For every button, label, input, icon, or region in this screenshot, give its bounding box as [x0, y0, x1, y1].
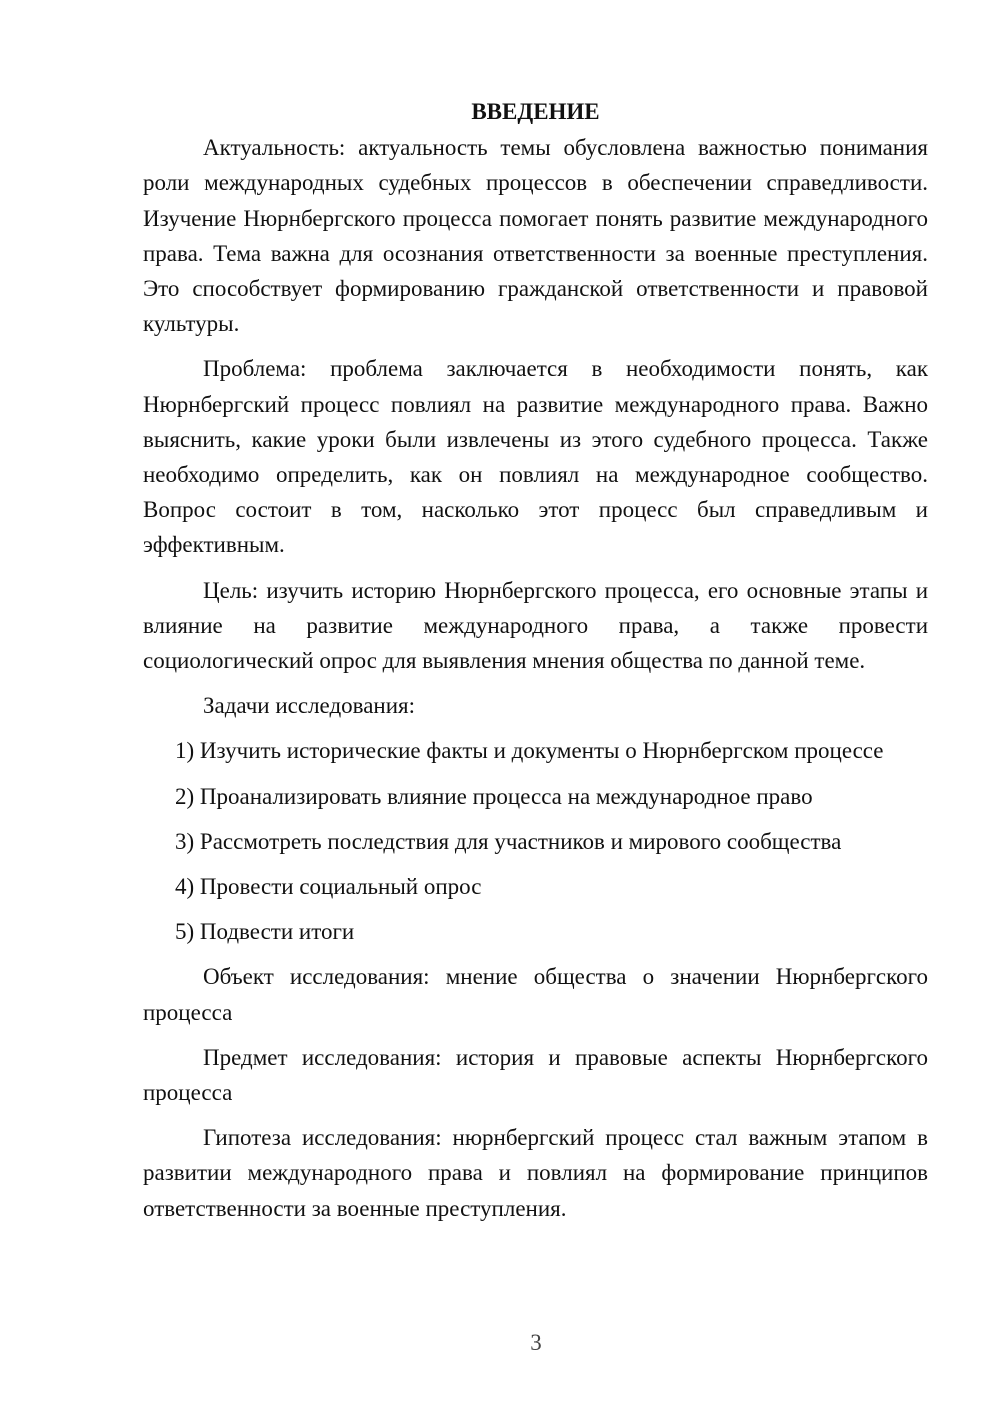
task-item: 1) Изучить исторические факты и документы о Нюрнбергском процессе — [175, 738, 884, 764]
page-content — [143, 94, 928, 1236]
object-paragraph: Объект исследования: мнение общества о значении Нюрнбергского процесса — [143, 964, 928, 1025]
problem-paragraph: Проблема: проблема заключается в необходимости понять, как Нюрнбергский процесс повлиял на развитие международного права. Важно выяснить, какие уроки были извлечены из этого судебного процесса. Также необходимо определить, как он повлиял на международное сообщество. Вопрос состоит в том, насколько этот процесс был справедливым и эффективным. — [143, 356, 928, 558]
task-item: 3) Рассмотреть последствия для участников и мирового сообщества — [175, 828, 842, 854]
task-item: 2) Проанализировать влияние процесса на международное право — [175, 783, 813, 809]
relevance-paragraph: Актуальность: актуальность темы обусловлена важностью понимания роли международных судебных процессов в обеспечении справедливости. Изучение Нюрнбергского процесса помогает понять развитие международного права. Тема важна для осознания ответственности за военные преступления. Это способствует формированию гражданской ответственности и правовой культуры. — [143, 135, 928, 337]
subject-paragraph: Предмет исследования: история и правовые аспекты Нюрнбергского процесса — [143, 1044, 928, 1106]
task-item: 5) Подвести итоги — [175, 919, 355, 945]
page-number: 3 — [530, 1330, 542, 1355]
task-item: 4) Провести социальный опрос — [175, 874, 482, 900]
hypothesis-paragraph: Гипотеза исследования: нюрнбергский процесс стал важным этапом в развитии международного права и повлиял на формирование принципов ответственности за военные преступления. — [143, 1125, 928, 1221]
goal-paragraph: Цель: изучить историю Нюрнбергского процесса, его основные этапы и влияние на развитие международного права, а также провести социологический опрос для выявления мнения общества по данной теме. — [143, 577, 928, 674]
tasks-heading: Задачи исследования: — [203, 693, 416, 719]
page-title: ВВЕДЕНИЕ — [471, 99, 600, 124]
